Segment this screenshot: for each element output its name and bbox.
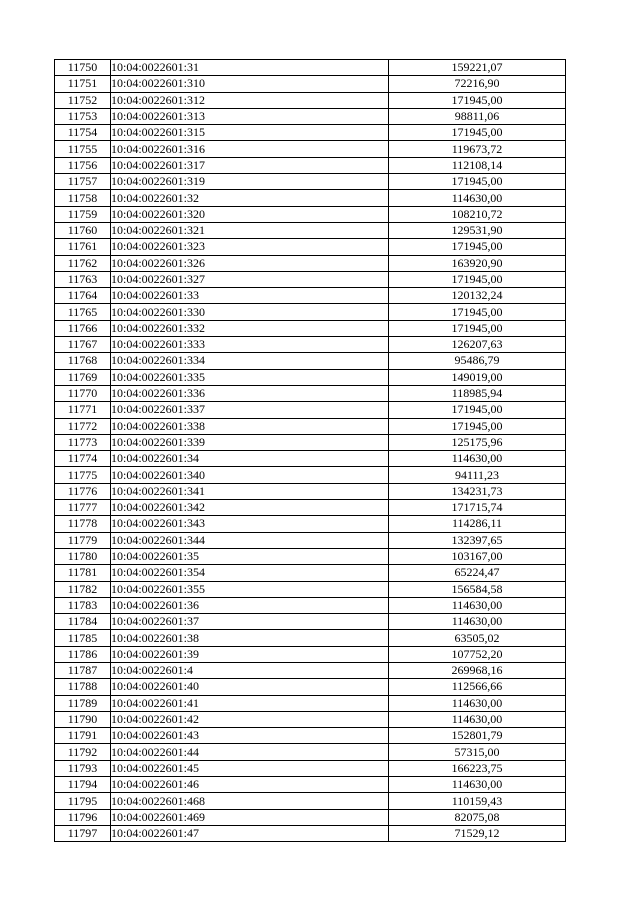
row-number-cell: 11777 [55,500,111,516]
cadastral-value-cell: 171945,00 [389,239,566,255]
cadastral-number-cell: 10:04:0022601:41 [111,695,389,711]
cadastral-number-cell: 10:04:0022601:336 [111,385,389,401]
row-number-cell: 11755 [55,141,111,157]
cadastral-value-cell: 171945,00 [389,92,566,108]
table-row [55,190,566,206]
row-number-cell: 11758 [55,190,111,206]
table-row [55,385,566,401]
table-row [55,141,566,157]
cadastral-number-cell: 10:04:0022601:313 [111,108,389,124]
cadastral-value-cell: 112566,66 [389,679,566,695]
table-row [55,418,566,434]
row-number-cell: 11790 [55,711,111,727]
cadastral-value-cell: 110159,43 [389,793,566,809]
table-row [55,483,566,499]
cadastral-number-cell: 10:04:0022601:321 [111,222,389,238]
cadastral-number-cell: 10:04:0022601:317 [111,157,389,173]
cadastral-number-cell: 10:04:0022601:330 [111,304,389,320]
cadastral-value-cell: 171945,00 [389,271,566,287]
row-number-cell: 11759 [55,206,111,222]
row-number-cell: 11785 [55,630,111,646]
row-number-cell: 11754 [55,125,111,141]
row-number-cell: 11761 [55,239,111,255]
row-number-cell: 11793 [55,760,111,776]
row-number-cell: 11780 [55,548,111,564]
row-number-cell: 11776 [55,483,111,499]
cadastral-value-cell: 95486,79 [389,353,566,369]
cadastral-number-cell: 10:04:0022601:35 [111,548,389,564]
row-number-cell: 11775 [55,467,111,483]
cadastral-number-cell: 10:04:0022601:340 [111,467,389,483]
row-number-cell: 11772 [55,418,111,434]
row-number-cell: 11788 [55,679,111,695]
cadastral-number-cell: 10:04:0022601:344 [111,532,389,548]
cadastral-value-cell: 171945,00 [389,418,566,434]
table-row [55,467,566,483]
table-row [55,744,566,760]
row-number-cell: 11770 [55,385,111,401]
row-number-cell: 11773 [55,434,111,450]
cadastral-value-cell: 57315,00 [389,744,566,760]
cadastral-value-cell: 114630,00 [389,777,566,793]
cadastral-number-cell: 10:04:0022601:47 [111,825,389,841]
cadastral-number-cell: 10:04:0022601:319 [111,174,389,190]
cadastral-value-cell: 118985,94 [389,385,566,401]
row-number-cell: 11767 [55,337,111,353]
cadastral-value-cell: 94111,23 [389,467,566,483]
cadastral-value-cell: 129531,90 [389,222,566,238]
row-number-cell: 11753 [55,108,111,124]
cadastral-number-cell: 10:04:0022601:312 [111,92,389,108]
table-row [55,809,566,825]
cadastral-value-cell: 166223,75 [389,760,566,776]
cadastral-number-cell: 10:04:0022601:37 [111,614,389,630]
table-row [55,369,566,385]
cadastral-value-cell: 108210,72 [389,206,566,222]
cadastral-number-cell: 10:04:0022601:333 [111,337,389,353]
row-number-cell: 11787 [55,662,111,678]
cadastral-value-cell: 112108,14 [389,157,566,173]
cadastral-value-cell: 269968,16 [389,662,566,678]
cadastral-value-cell: 132397,65 [389,532,566,548]
cadastral-value-cell: 171715,74 [389,500,566,516]
cadastral-number-cell: 10:04:0022601:332 [111,320,389,336]
table-row [55,320,566,336]
row-number-cell: 11756 [55,157,111,173]
cadastral-number-cell: 10:04:0022601:355 [111,581,389,597]
cadastral-value-cell: 103167,00 [389,548,566,564]
row-number-cell: 11765 [55,304,111,320]
row-number-cell: 11792 [55,744,111,760]
cadastral-value-cell: 114630,00 [389,711,566,727]
cadastral-value-cell: 125175,96 [389,434,566,450]
cadastral-value-cell: 119673,72 [389,141,566,157]
row-number-cell: 11769 [55,369,111,385]
row-number-cell: 11791 [55,728,111,744]
cadastral-value-cell: 114630,00 [389,614,566,630]
cadastral-number-cell: 10:04:0022601:40 [111,679,389,695]
cadastral-number-cell: 10:04:0022601:43 [111,728,389,744]
row-number-cell: 11784 [55,614,111,630]
cadastral-value-cell: 126207,63 [389,337,566,353]
table-row [55,271,566,287]
row-number-cell: 11795 [55,793,111,809]
table-row [55,174,566,190]
cadastral-value-cell: 72216,90 [389,76,566,92]
cadastral-number-cell: 10:04:0022601:354 [111,565,389,581]
cadastral-number-cell: 10:04:0022601:326 [111,255,389,271]
table-row [55,500,566,516]
table-body [55,60,566,842]
table-row [55,222,566,238]
table-row [55,548,566,564]
cadastral-number-cell: 10:04:0022601:343 [111,516,389,532]
cadastral-value-cell: 171945,00 [389,125,566,141]
row-number-cell: 11771 [55,402,111,418]
table-row [55,662,566,678]
cadastral-number-cell: 10:04:0022601:44 [111,744,389,760]
row-number-cell: 11783 [55,597,111,613]
table-row [55,60,566,76]
table-row [55,630,566,646]
cadastral-number-cell: 10:04:0022601:337 [111,402,389,418]
row-number-cell: 11779 [55,532,111,548]
row-number-cell: 11768 [55,353,111,369]
cadastral-number-cell: 10:04:0022601:327 [111,271,389,287]
cadastral-number-cell: 10:04:0022601:315 [111,125,389,141]
row-number-cell: 11752 [55,92,111,108]
table-row [55,255,566,271]
cadastral-number-cell: 10:04:0022601:339 [111,434,389,450]
table-row [55,565,566,581]
row-number-cell: 11764 [55,288,111,304]
row-number-cell: 11763 [55,271,111,287]
table-row [55,679,566,695]
table-row [55,777,566,793]
cadastral-number-cell: 10:04:0022601:33 [111,288,389,304]
cadastral-value-cell: 98811,06 [389,108,566,124]
cadastral-number-cell: 10:04:0022601:45 [111,760,389,776]
cadastral-number-cell: 10:04:0022601:323 [111,239,389,255]
cadastral-value-cell: 82075,08 [389,809,566,825]
table-row [55,451,566,467]
cadastral-value-cell: 120132,24 [389,288,566,304]
row-number-cell: 11750 [55,60,111,76]
cadastral-number-cell: 10:04:0022601:42 [111,711,389,727]
table-row [55,532,566,548]
row-number-cell: 11796 [55,809,111,825]
table-row [55,793,566,809]
cadastral-value-table [54,59,566,842]
cadastral-number-cell: 10:04:0022601:31 [111,60,389,76]
row-number-cell: 11766 [55,320,111,336]
cadastral-value-cell: 107752,20 [389,646,566,662]
cadastral-value-cell: 159221,07 [389,60,566,76]
cadastral-number-cell: 10:04:0022601:36 [111,597,389,613]
cadastral-number-cell: 10:04:0022601:46 [111,777,389,793]
cadastral-number-cell: 10:04:0022601:316 [111,141,389,157]
row-number-cell: 11751 [55,76,111,92]
table-row [55,206,566,222]
table-row [55,516,566,532]
cadastral-value-cell: 171945,00 [389,320,566,336]
cadastral-number-cell: 10:04:0022601:335 [111,369,389,385]
row-number-cell: 11797 [55,825,111,841]
cadastral-number-cell: 10:04:0022601:469 [111,809,389,825]
table-row [55,304,566,320]
table-row [55,76,566,92]
table-row [55,402,566,418]
cadastral-number-cell: 10:04:0022601:334 [111,353,389,369]
cadastral-value-cell: 163920,90 [389,255,566,271]
table-row [55,353,566,369]
table-row [55,711,566,727]
table-row [55,239,566,255]
row-number-cell: 11757 [55,174,111,190]
cadastral-value-cell: 114630,00 [389,190,566,206]
cadastral-number-cell: 10:04:0022601:32 [111,190,389,206]
table-row [55,597,566,613]
table-row [55,337,566,353]
cadastral-value-cell: 149019,00 [389,369,566,385]
table-row [55,695,566,711]
row-number-cell: 11762 [55,255,111,271]
row-number-cell: 11794 [55,777,111,793]
row-number-cell: 11778 [55,516,111,532]
cadastral-value-cell: 114630,00 [389,597,566,613]
row-number-cell: 11782 [55,581,111,597]
cadastral-value-cell: 114286,11 [389,516,566,532]
cadastral-number-cell: 10:04:0022601:38 [111,630,389,646]
cadastral-value-cell: 114630,00 [389,695,566,711]
row-number-cell: 11781 [55,565,111,581]
cadastral-value-cell: 171945,00 [389,304,566,320]
row-number-cell: 11786 [55,646,111,662]
table-row [55,646,566,662]
cadastral-value-cell: 156584,58 [389,581,566,597]
row-number-cell: 11760 [55,222,111,238]
table-row [55,760,566,776]
table-row [55,581,566,597]
table-row [55,108,566,124]
table-row [55,157,566,173]
table-row [55,728,566,744]
cadastral-number-cell: 10:04:0022601:34 [111,451,389,467]
cadastral-number-cell: 10:04:0022601:338 [111,418,389,434]
cadastral-number-cell: 10:04:0022601:4 [111,662,389,678]
cadastral-number-cell: 10:04:0022601:468 [111,793,389,809]
cadastral-value-cell: 171945,00 [389,174,566,190]
cadastral-number-cell: 10:04:0022601:320 [111,206,389,222]
cadastral-value-cell: 134231,73 [389,483,566,499]
table-row [55,92,566,108]
table-row [55,288,566,304]
table-row [55,614,566,630]
cadastral-number-cell: 10:04:0022601:342 [111,500,389,516]
cadastral-value-cell: 71529,12 [389,825,566,841]
cadastral-number-cell: 10:04:0022601:341 [111,483,389,499]
cadastral-value-cell: 114630,00 [389,451,566,467]
cadastral-number-cell: 10:04:0022601:39 [111,646,389,662]
table-row [55,125,566,141]
table-row [55,825,566,841]
cadastral-value-cell: 65224,47 [389,565,566,581]
cadastral-value-cell: 171945,00 [389,402,566,418]
table-row [55,434,566,450]
row-number-cell: 11789 [55,695,111,711]
cadastral-value-cell: 63505,02 [389,630,566,646]
cadastral-number-cell: 10:04:0022601:310 [111,76,389,92]
cadastral-value-cell: 152801,79 [389,728,566,744]
row-number-cell: 11774 [55,451,111,467]
